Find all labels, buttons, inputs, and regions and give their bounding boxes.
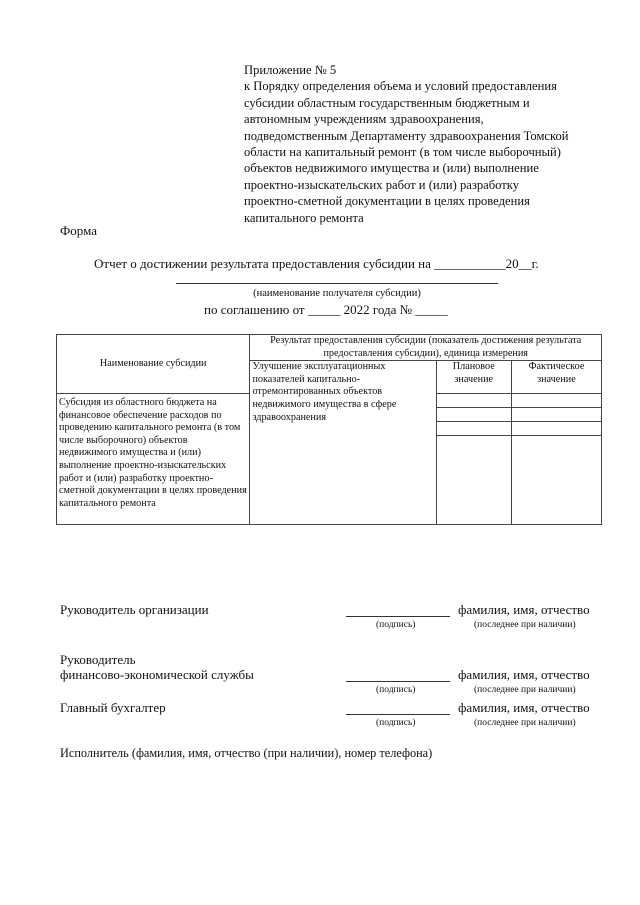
recipient-caption: (наименование получателя субсидии) [253, 288, 421, 299]
signature-caption: (подпись) [376, 718, 416, 728]
signature-caption: (подпись) [376, 685, 416, 695]
appendix-line: области на капитальный ремонт (в том числе выборочный) [244, 145, 561, 160]
finance-label-line1: Руководитель [60, 652, 136, 667]
accountant-signature-line[interactable] [346, 714, 450, 715]
head-signature-line[interactable] [346, 616, 450, 617]
actual-value-cell[interactable] [511, 408, 601, 422]
appendix-line: проектно-сметной документации в целях проведения [244, 194, 530, 209]
fio-label: фамилия, имя, отчество [458, 602, 590, 617]
appendix-line: капитального ремонта [244, 210, 364, 225]
appendix-line: объектов недвижимого имущества и (или) выполнение [244, 161, 539, 176]
signature-caption: (подпись) [376, 620, 416, 630]
appendix-line: автономным учреждениям здравоохранения, [244, 112, 484, 127]
head-label: Руководитель организации [60, 602, 209, 617]
subheader-result: Улучшение эксплуатационных показателей капитально-отремонтированных объектов недвижимого имущества в сфере здравоохранения [250, 361, 436, 525]
actual-value-cell[interactable] [511, 394, 601, 408]
actual-value-cell[interactable] [511, 422, 601, 436]
accountant-label: Главный бухгалтер [60, 700, 166, 715]
planned-value-cell[interactable] [436, 436, 511, 525]
header-subsidy-name: Наименование субсидии [57, 335, 250, 394]
report-title: Отчет о достижении результата предоставления субсидии на ___________20__г. [94, 256, 539, 271]
appendix-line: к Порядку определения объема и условий предоставления [244, 79, 557, 94]
finance-signature-line[interactable] [346, 681, 450, 682]
fio-caption: (последнее при наличии) [474, 718, 576, 728]
fio-label: фамилия, имя, отчество [458, 667, 590, 682]
appendix-title: Приложение № 5 [244, 63, 337, 77]
fio-label: фамилия, имя, отчество [458, 700, 590, 715]
form-label: Форма [60, 223, 97, 238]
planned-value-cell[interactable] [436, 422, 511, 436]
agreement-line: по соглашению от _____ 2022 года № _____ [204, 302, 448, 317]
planned-value-cell[interactable] [436, 394, 511, 408]
finance-label-line2: финансово-экономической службы [60, 667, 254, 682]
actual-value-cell[interactable] [511, 436, 601, 525]
subheader-actual: Фактическое значение [511, 361, 601, 394]
report-table [56, 334, 602, 525]
fio-caption: (последнее при наличии) [474, 620, 576, 630]
appendix-line: проектно-изыскательских работ и (или) разработку [244, 177, 520, 192]
subheader-planned: Плановое значение [436, 361, 511, 394]
recipient-name-line [176, 283, 498, 284]
executor-line: Исполнитель (фамилия, имя, отчество (при наличии), номер телефона) [60, 746, 433, 760]
appendix-block [244, 62, 614, 226]
appendix-line: подведомственным Департаменту здравоохранения Томской [244, 128, 569, 143]
planned-value-cell[interactable] [436, 408, 511, 422]
appendix-line: субсидии областным государственным бюджетным и [244, 95, 530, 110]
fio-caption: (последнее при наличии) [474, 685, 576, 695]
header-result: Результат предоставления субсидии (показатель достижения результата предоставления субсидии), единица измерения [250, 335, 602, 361]
subsidy-name-cell: Субсидия из областного бюджета на финансовое обеспечение расходов по проведению капитального ремонта (в том числе выборочного) объектов недвижимого имущества и (или) выполнение проектно-изыскательских работ и (или) разработку проектно-сметной документации в целях проведения капитального ремонта [57, 394, 250, 525]
